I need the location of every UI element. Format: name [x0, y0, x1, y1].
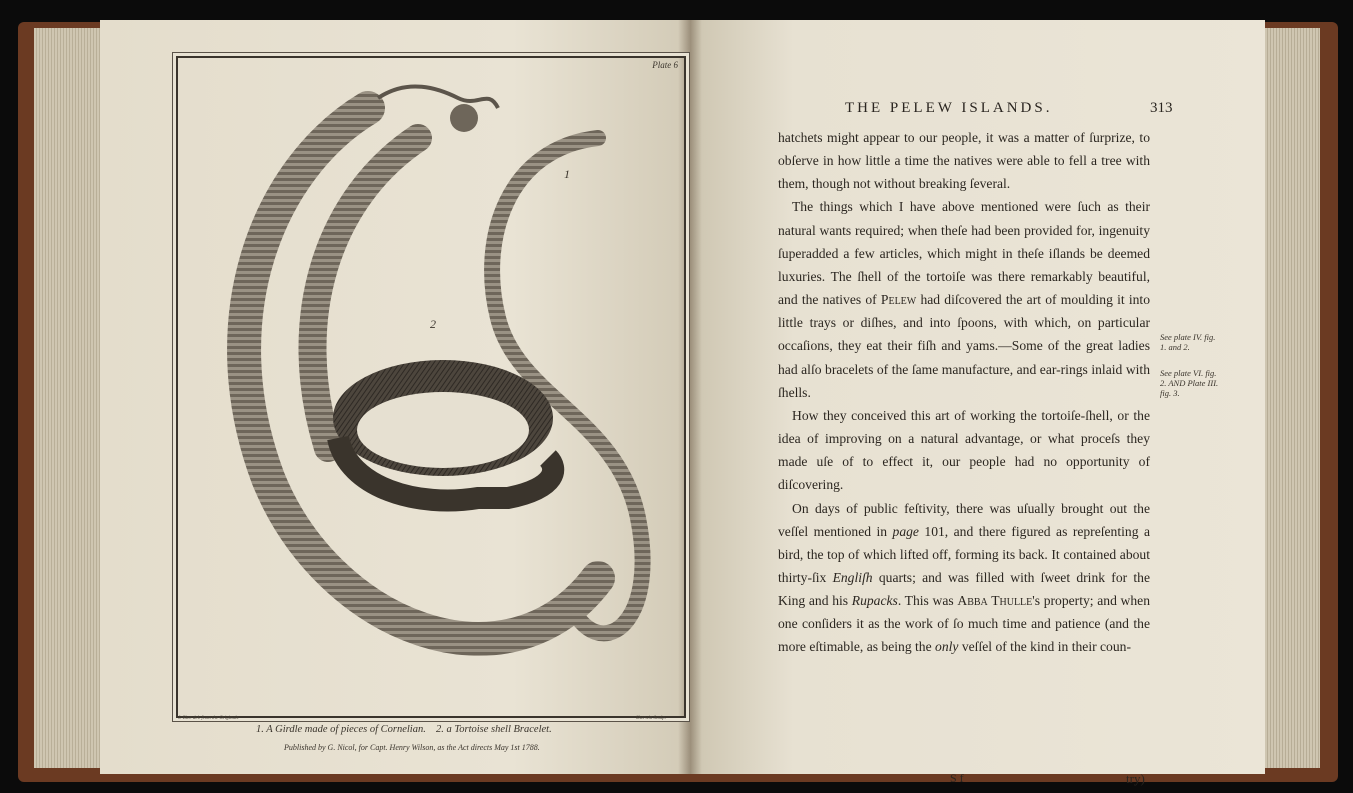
girdle-tassel [450, 104, 478, 132]
plate-label: Plate 6 [652, 60, 678, 70]
ref-page: page [892, 523, 919, 539]
word-english: Engliſh [832, 569, 873, 585]
paragraph-4: On days of public feſtivity, there was uſually brought out the veſſel mentioned in page 101, and there figured as repreſenting a bird, the top of which lifted off, forming its back. It contained about thirty-ſix Engliſh quarts; and was filled with ſweet drink for the King and his Rupacks. This was Abba Thulle's property; and when one conſiders it as the work of ſo much time and patience (and the more eſtimable, as being the only veſſel of the kind in their coun- [778, 500, 1151, 655]
paragraph-1: hatchets might appear to our people, it was a matter of ſurprize, to obſerve in how little a time the natives were able to fell a tree with them, though not without breaking ſeveral. [778, 130, 1150, 192]
word-only: only [935, 639, 959, 655]
catchword: try) [1126, 771, 1145, 786]
page-number: 313 [1150, 100, 1173, 116]
bracelet-opening [357, 392, 529, 468]
engraver-credit: Sherwin Sculp. [636, 716, 666, 721]
margin-note-plate-vi: See plate VI. fig. 2. AND Plate III. fig. 3. [1160, 368, 1219, 398]
caption-girdle: 1. A Girdle made of pieces of Cornelian. [256, 724, 426, 735]
engraving-illustration [178, 58, 684, 716]
plate-engraving [176, 56, 686, 718]
running-head: THE PELEW ISLANDS. [845, 100, 1053, 116]
figure-1-number: 1 [564, 167, 570, 181]
paragraph-3: How they conceived this art of working the tortoiſe-ſhell, or the idea of improving on a natural advantage, or what proceſs they made uſe of to effect it, our people had no opportunity of diſcovering. [778, 407, 1150, 493]
page-body [778, 126, 1150, 659]
girdle-knot [378, 86, 498, 108]
paragraph-2: The things which I have above mentioned were ſuch as their natural wants required; when theſe had been provided for, ingenuity ſuperadded a few articles, which might in theſe iſlands be deemed luxuries. The ſhell of the tortoiſe was there remarkably beautiful, and the natives of Pelew had diſcovered the art of moulding it into little trays or diſhes, and into ſpoons, with which, on particular occaſions, they eat their fiſh and yams.—Some of the great ladies had alſo bracelets of the ſame manufacture, and ear-rings inlaid with ſhells. [778, 199, 1150, 400]
artist-credit: J. Rice del. from the Originals [178, 716, 239, 721]
page-edges-left [34, 28, 110, 768]
word-rupacks: Rupacks [851, 593, 898, 609]
name-abba-thulle: Abba Thulle [957, 593, 1033, 609]
figure-2-number: 2 [430, 317, 436, 331]
place-pelew: Pelew [880, 292, 917, 308]
margin-note-plate-iv: See plate IV. fig. 1. and 2. [1160, 332, 1216, 352]
publication-line: Published by G. Nicol, for Capt. Henry Wilson, as the Act directs May 1st 1788. [284, 743, 540, 752]
signature-mark: S f [950, 771, 964, 785]
caption-bracelet: 2. a Tortoise shell Bracelet. [436, 724, 552, 735]
